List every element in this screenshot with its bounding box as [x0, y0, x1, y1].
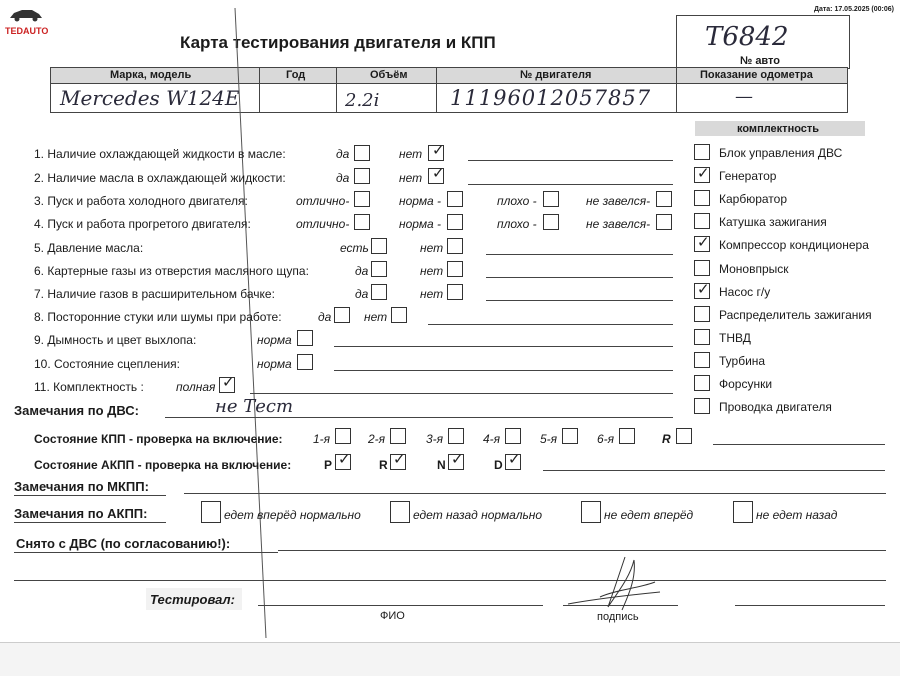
kit-checkbox[interactable] [694, 190, 710, 206]
kpp-gear-label: 6-я [597, 432, 615, 446]
q2-note-line [468, 184, 673, 185]
akpp-remark-label: не едет назад [756, 508, 838, 522]
header-engine-number: № двигателя [520, 69, 592, 81]
question-3: 3. Пуск и работа холодного двигателя: [34, 194, 248, 208]
q8-no-label: нет [364, 310, 388, 324]
kit-item-label: Моновпрыск [719, 262, 789, 276]
tested-label: Тестировал: [150, 592, 235, 607]
logo-text: TEDAUTO [5, 26, 49, 36]
kit-item-label: ТНВД [719, 331, 751, 345]
q5-exists-label: есть [340, 241, 369, 255]
remarks-dvs-line [165, 417, 673, 418]
remarks-dvs-label: Замечания по ДВС: [14, 403, 139, 418]
kpp-gear-checkbox[interactable] [448, 428, 464, 444]
q10-norm-checkbox[interactable] [297, 354, 313, 370]
akpp-label: Состояние АКПП - проверка на включение: [34, 458, 292, 472]
akpp-remark-checkbox[interactable] [733, 501, 753, 523]
q11-full-label: полная [176, 380, 216, 394]
q1-no-label: нет [399, 147, 423, 161]
q5-exists-checkbox[interactable] [371, 238, 387, 254]
q7-no-label: нет [420, 287, 444, 301]
remarks-akpp-underline [14, 522, 166, 523]
removed-underline [14, 552, 278, 553]
kit-checkbox[interactable] [694, 306, 710, 322]
question-7: 7. Наличие газов в расширительном бачке: [34, 287, 275, 301]
q6-yes-checkbox[interactable] [371, 261, 387, 277]
kit-checkbox[interactable] [694, 260, 710, 276]
kpp-gear-label: 1-я [313, 432, 331, 446]
kpp-note-line [713, 444, 885, 445]
date-line [735, 605, 885, 606]
q3-nostart-label: не завелся- [586, 194, 651, 208]
akpp-remark-label: не едет вперёд [604, 508, 694, 522]
remarks-mkpp-line [184, 493, 886, 494]
q8-yes-checkbox[interactable] [334, 307, 350, 323]
kpp-gear-label: 3-я [426, 432, 444, 446]
q2-no-checkmark-icon: ✓ [432, 164, 445, 182]
kit-item-label: Карбюратор [719, 192, 788, 206]
q9-norm-label: норма [257, 333, 292, 347]
q4-excellent-checkbox[interactable] [354, 214, 370, 230]
signature-scribble-icon [560, 552, 670, 614]
car-number-label: № авто [740, 55, 781, 67]
akpp-note-line [543, 470, 885, 471]
q1-no-checkmark-icon: ✓ [432, 141, 445, 159]
page-title: Карта тестирования двигателя и КПП [180, 33, 496, 52]
q2-yes-label: да [336, 171, 350, 185]
question-5: 5. Давление масла: [34, 241, 144, 255]
kit-item-label: Катушка зажигания [719, 215, 827, 229]
kit-item-label: Проводка двигателя [719, 400, 832, 414]
q7-no-checkbox[interactable] [447, 284, 463, 300]
q3-excellent-label: отлично- [296, 194, 350, 208]
q9-note-line [334, 346, 673, 347]
q5-no-label: нет [420, 241, 444, 255]
akpp-remark-checkbox[interactable] [390, 501, 410, 523]
question-6: 6. Картерные газы из отверстия масляного щупа: [34, 264, 309, 278]
kpp-gear-checkbox[interactable] [619, 428, 635, 444]
kit-title: комплектность [737, 123, 820, 135]
kit-checkbox[interactable] [694, 375, 710, 391]
akpp-gear-checkmark-icon: ✓ [338, 450, 351, 468]
akpp-remark-label: едет вперёд нормально [224, 508, 361, 522]
q4-excellent-label: отлично- [296, 217, 350, 231]
q5-note-line [486, 254, 673, 255]
kit-item-label: Турбина [719, 354, 766, 368]
kit-checkbox[interactable] [694, 144, 710, 160]
question-4: 4. Пуск и работа прогретого двигателя: [34, 217, 251, 231]
date-stamp: Дата: 17.05.2025 (00:06) [813, 6, 894, 13]
kpp-gear-label: 5-я [540, 432, 558, 446]
kit-checkbox[interactable] [694, 398, 710, 414]
remarks-dvs-value: не Тест [215, 396, 294, 417]
q6-yes-label: да [355, 264, 369, 278]
q3-normal-label: норма - [399, 194, 442, 208]
question-10: 10. Состояние сцепления: [34, 357, 180, 371]
q7-yes-label: да [355, 287, 369, 301]
akpp-remark-checkbox[interactable] [201, 501, 221, 523]
kit-item-label: Компрессор кондиционера [719, 238, 869, 252]
kpp-gear-checkbox[interactable] [676, 428, 692, 444]
value-engine-number: 11196012057857 [450, 86, 652, 110]
q5-no-checkbox[interactable] [447, 238, 463, 254]
kit-item-label: Блок управления ДВС [719, 146, 843, 160]
q1-yes-label: да [336, 147, 350, 161]
header-volume: Объём [370, 69, 408, 81]
question-1: 1. Наличие охлаждающей жидкости в масле: [34, 147, 286, 161]
kit-checkmark-icon: ✓ [697, 233, 710, 251]
q2-yes-checkbox[interactable] [354, 168, 370, 184]
kit-checkbox[interactable] [694, 329, 710, 345]
akpp-gear-label: R [379, 458, 388, 472]
akpp-remark-label: едет назад нормально [413, 508, 543, 522]
akpp-gear-label: N [437, 458, 446, 472]
kit-item-label: Форсунки [719, 377, 773, 391]
akpp-gear-label: D [494, 458, 503, 472]
kit-checkmark-icon: ✓ [697, 164, 710, 182]
kit-item-label: Распределитель зажигания [719, 308, 872, 322]
q6-no-label: нет [420, 264, 444, 278]
akpp-remark-checkbox[interactable] [581, 501, 601, 523]
kpp-gear-label: R [662, 432, 671, 446]
q10-norm-label: норма [257, 357, 292, 371]
value-odometer: — [735, 86, 753, 107]
q4-normal-label: норма - [399, 217, 442, 231]
removed-line-2 [14, 580, 886, 581]
value-model: Mercedes W124E [60, 86, 240, 110]
question-11: 11. Комплектность : [34, 380, 144, 394]
kpp-gear-checkbox[interactable] [335, 428, 351, 444]
question-2: 2. Наличие масла в охлаждающей жидкости: [34, 171, 286, 185]
kpp-gear-label: 2-я [368, 432, 386, 446]
header-year: Год [286, 69, 306, 81]
kit-checkbox[interactable] [694, 213, 710, 229]
kpp-gear-checkbox[interactable] [562, 428, 578, 444]
remarks-akpp-label: Замечания по АКПП: [14, 506, 148, 521]
q6-no-checkbox[interactable] [447, 261, 463, 277]
q1-yes-checkbox[interactable] [354, 145, 370, 161]
q10-note-line [334, 370, 673, 371]
kpp-gear-checkbox[interactable] [505, 428, 521, 444]
kpp-label: Состояние КПП - проверка на включение: [34, 432, 283, 446]
q4-bad-checkbox[interactable] [543, 214, 559, 230]
akpp-gear-label: P [324, 458, 333, 472]
car-number-handwritten: T6842 [705, 22, 789, 52]
q3-bad-checkbox[interactable] [543, 191, 559, 207]
q6-note-line [486, 277, 673, 278]
q11-full-checkmark-icon: ✓ [222, 373, 235, 391]
fio-line [258, 605, 543, 606]
question-8: 8. Посторонние стуки или шумы при работе: [34, 310, 282, 324]
q4-bad-label: плохо - [497, 217, 537, 231]
q4-nostart-label: не завелся- [586, 217, 651, 231]
kit-item-label: Насос г/у [719, 285, 771, 299]
q2-no-label: нет [399, 171, 423, 185]
kit-item-label: Генератор [719, 169, 777, 183]
kit-checkbox[interactable] [694, 352, 710, 368]
q8-note-line [428, 324, 673, 325]
q4-normal-checkbox[interactable] [447, 214, 463, 230]
header-odometer: Показание одометра [700, 69, 813, 81]
header-model: Марка, модель [110, 69, 192, 81]
q7-yes-checkbox[interactable] [371, 284, 387, 300]
q3-bad-label: плохо - [497, 194, 537, 208]
q9-norm-checkbox[interactable] [297, 330, 313, 346]
q3-normal-checkbox[interactable] [447, 191, 463, 207]
q11-note-line [250, 393, 673, 394]
akpp-gear-checkmark-icon: ✓ [393, 450, 406, 468]
removed-label: Снято с ДВС (по согласованию!): [16, 536, 231, 551]
removed-line [278, 550, 886, 551]
question-9: 9. Дымность и цвет выхлопа: [34, 333, 197, 347]
fio-label: ФИО [380, 610, 405, 622]
signature-label: подпись [597, 611, 639, 623]
page-bottom-edge [0, 642, 900, 676]
kpp-gear-label: 4-я [483, 432, 501, 446]
q3-excellent-checkbox[interactable] [354, 191, 370, 207]
remarks-mkpp-label: Замечания по МКПП: [14, 479, 149, 494]
q8-yes-label: да [318, 310, 332, 324]
q8-no-checkbox[interactable] [391, 307, 407, 323]
car-logo-icon [8, 6, 44, 22]
kpp-gear-checkbox[interactable] [390, 428, 406, 444]
kit-checkmark-icon: ✓ [697, 280, 710, 298]
akpp-gear-checkmark-icon: ✓ [451, 450, 464, 468]
q1-note-line [468, 160, 673, 161]
q7-note-line [486, 300, 673, 301]
q3-nostart-checkbox[interactable] [656, 191, 672, 207]
value-volume: 2.2i [345, 90, 380, 111]
q4-nostart-checkbox[interactable] [656, 214, 672, 230]
remarks-mkpp-underline [14, 495, 166, 496]
akpp-gear-checkmark-icon: ✓ [508, 450, 521, 468]
